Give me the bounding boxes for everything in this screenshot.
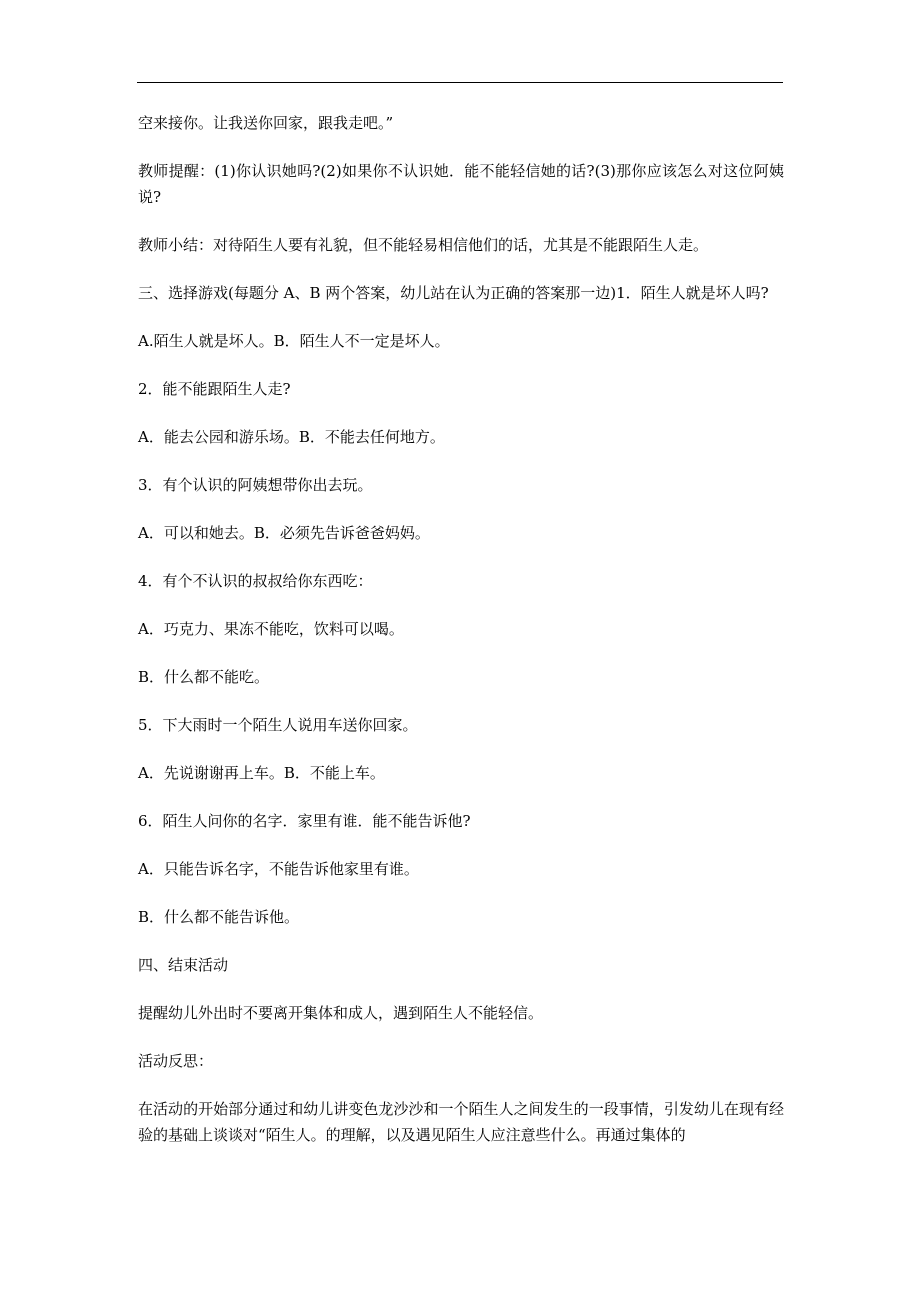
answer-line-3: A．可以和她去。B．必须先告诉爸爸妈妈。 [138, 524, 430, 542]
paragraph-reflection: 在活动的开始部分通过和幼儿讲变色龙沙沙和一个陌生人之间发生的一段事情，引发幼儿在现有经验的基础上谈谈对“陌生人。的理解，以及遇见陌生人应注意些什么。再通过集体的 [138, 1100, 784, 1144]
section-heading-reflection: 活动反思： [138, 1052, 214, 1070]
answer-4b: B．什么都不能吃。 [138, 668, 270, 686]
answer-line-1: A.陌生人就是坏人。B．陌生人不一定是坏人。 [138, 332, 450, 350]
document-body [138, 110, 784, 1170]
section-heading-closing: 四、结束活动 [138, 956, 229, 974]
header-rule [137, 82, 783, 83]
paragraph-closing-reminder: 提醒幼儿外出时不要离开集体和成人，遇到陌生人不能轻信。 [138, 1004, 544, 1022]
paragraph-teacher-summary: 教师小结：对待陌生人要有礼貌，但不能轻易相信他们的话，尤其是不能跟陌生人走。 [138, 236, 709, 254]
paragraph-continuation: 空来接你。让我送你回家，跟我走吧。” [138, 114, 394, 132]
question-5: 5．下大雨时一个陌生人说用车送你回家。 [138, 716, 418, 734]
question-3: 3．有个认识的阿姨想带你出去玩。 [138, 476, 373, 494]
question-6: 6．陌生人问你的名字．家里有谁．能不能告诉他? [138, 812, 471, 830]
question-4: 4．有个不认识的叔叔给你东西吃： [138, 572, 373, 590]
paragraph-teacher-reminder: 教师提醒：(1)你认识她吗?(2)如果你不认识她．能不能轻信她的话?(3)那你应该怎么对这位阿姨说? [138, 162, 784, 206]
answer-line-5: A．先说谢谢再上车。B．不能上车。 [138, 764, 385, 782]
answer-6a: A．只能告诉名字，不能告诉他家里有谁。 [138, 860, 419, 878]
answer-4a: A．巧克力、果冻不能吃，饮料可以喝。 [138, 620, 404, 638]
section-heading-choice-game: 三、选择游戏(每题分 A、B 两个答案，幼儿站在认为正确的答案那一边)1．陌生人就是坏人吗? [138, 284, 769, 302]
answer-line-2: A．能去公园和游乐场。B．不能去任何地方。 [138, 428, 445, 446]
question-2: 2．能不能跟陌生人走? [138, 380, 291, 398]
answer-6b: B．什么都不能告诉他。 [138, 908, 300, 926]
